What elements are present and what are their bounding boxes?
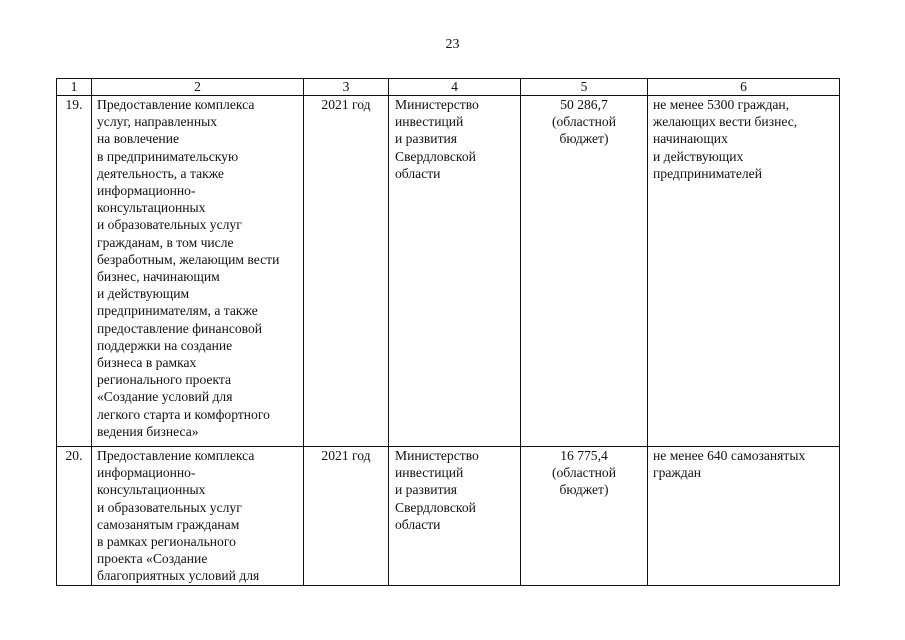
executor xyxy=(389,447,521,586)
description-line: в рамках регионального xyxy=(97,534,236,550)
executor-line: инвестиций xyxy=(395,465,464,481)
executor-line: области xyxy=(395,165,441,181)
column-header-6: 6 xyxy=(648,79,840,96)
funding-line: бюджет) xyxy=(559,482,609,498)
table-row xyxy=(57,447,840,586)
description-line: бизнеса в рамках xyxy=(97,355,197,371)
executor-line: и развития xyxy=(395,482,458,498)
table-row xyxy=(57,96,840,447)
description-line: услуг, направленных xyxy=(97,114,218,130)
measure-description xyxy=(92,447,304,586)
result-line: предпринимателей xyxy=(653,165,762,181)
description-line: безработным, желающим вести xyxy=(97,251,280,267)
description-line: гражданам, в том числе xyxy=(97,234,234,250)
description-line: и образовательных услуг xyxy=(97,217,242,233)
executor-line: Министерство xyxy=(395,448,479,463)
executor xyxy=(389,96,521,447)
executor-line: и развития xyxy=(395,131,458,147)
description-line: информационно- xyxy=(97,183,196,199)
description-line: «Создание условий для xyxy=(97,389,233,405)
executor-line: Свердловской xyxy=(395,148,476,164)
column-header-1: 1 xyxy=(57,79,92,96)
result-line: граждан xyxy=(653,465,702,481)
description-line: консультационных xyxy=(97,482,206,498)
description-line: предпринимателям, а также xyxy=(97,303,258,319)
description-line: предоставление финансовой xyxy=(97,320,263,336)
measure-description xyxy=(92,96,304,447)
funding-amount xyxy=(521,96,648,447)
result-line: желающих вести бизнес, xyxy=(653,114,798,130)
description-line: и образовательных услуг xyxy=(97,499,242,515)
description-line: информационно- xyxy=(97,465,196,481)
description-line: поддержки на создание xyxy=(97,337,233,353)
expected-result xyxy=(648,447,840,586)
description-line: на вовлечение xyxy=(97,131,180,147)
column-header-3: 3 xyxy=(304,79,389,96)
description-line: бизнес, начинающим xyxy=(97,269,220,285)
description-line: легкого старта и комфортного xyxy=(97,406,270,422)
row-number: 20. xyxy=(57,447,92,586)
executor-line: области xyxy=(395,516,441,532)
column-header-4: 4 xyxy=(389,79,521,96)
description-line: самозанятым гражданам xyxy=(97,516,240,532)
executor-line: инвестиций xyxy=(395,114,464,130)
measures-table xyxy=(56,78,840,586)
description-line: деятельность, а также xyxy=(97,165,224,181)
page-number: 23 xyxy=(445,37,460,52)
implementation-year: 2021 год xyxy=(304,447,389,586)
description-line: консультационных xyxy=(97,200,206,216)
implementation-year: 2021 год xyxy=(304,96,389,447)
expected-result xyxy=(648,96,840,447)
funding-line: (областной xyxy=(551,465,617,481)
executor-line: Министерство xyxy=(395,97,479,112)
column-header-2: 2 xyxy=(92,79,304,96)
funding-line: 50 286,7 xyxy=(560,97,608,112)
result-line: начинающих xyxy=(653,131,728,147)
funding-line: (областной xyxy=(551,114,617,130)
description-line: проекта «Создание xyxy=(97,551,208,567)
description-line: Предоставление комплекса xyxy=(97,448,255,463)
executor-line: Свердловской xyxy=(395,499,476,515)
column-header-5: 5 xyxy=(521,79,648,96)
description-line: и действующим xyxy=(97,286,190,302)
funding-line: 16 775,4 xyxy=(560,448,608,463)
description-line: регионального проекта xyxy=(97,372,232,388)
description-line: ведения бизнеса» xyxy=(97,423,199,439)
description-line: Предоставление комплекса xyxy=(97,97,255,112)
row-number: 19. xyxy=(57,96,92,447)
description-line: в предпринимательскую xyxy=(97,148,239,164)
description-line: благоприятных условий для xyxy=(97,568,260,584)
result-line: не менее 5300 граждан, xyxy=(653,97,790,112)
result-line: и действующих xyxy=(653,148,744,164)
funding-line: бюджет) xyxy=(559,131,609,147)
funding-amount xyxy=(521,447,648,586)
result-line: не менее 640 самозанятых xyxy=(653,448,806,463)
table-header-row xyxy=(57,79,840,96)
